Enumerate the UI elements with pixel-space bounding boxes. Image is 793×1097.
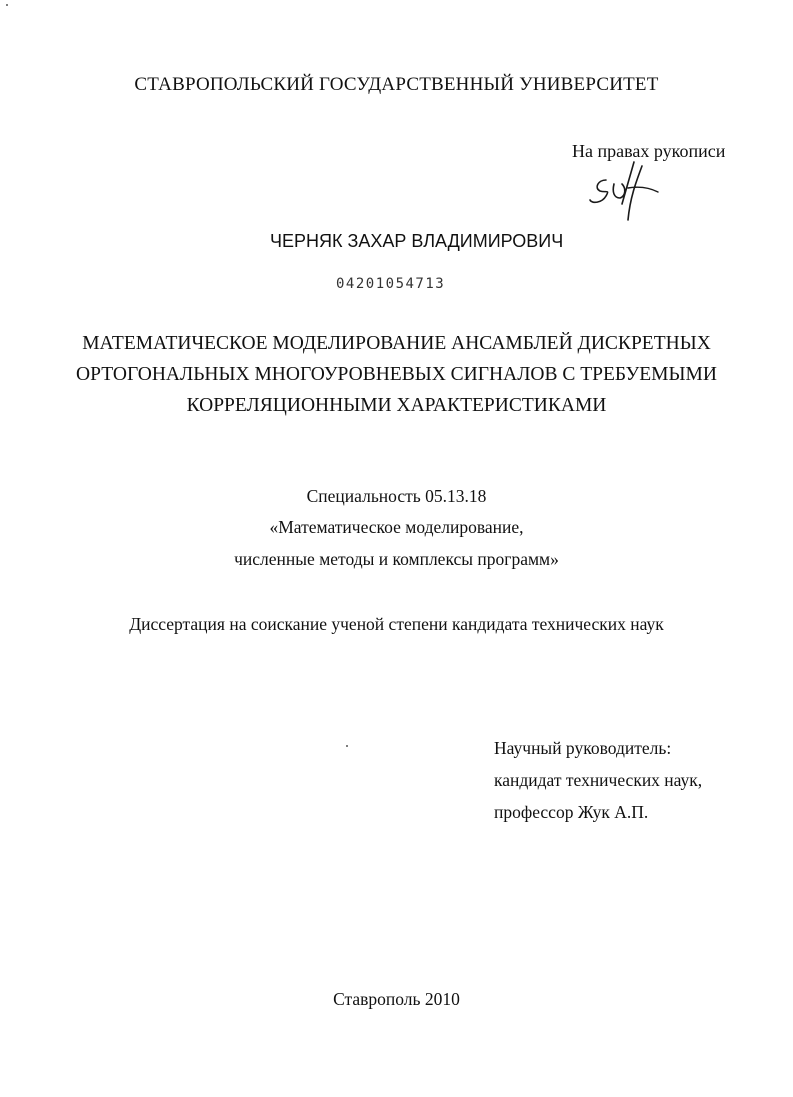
supervisor-label: Научный руководитель: — [494, 738, 672, 758]
supervisor-degree: кандидат технических наук, — [494, 770, 703, 790]
author-name: ЧЕРНЯК ЗАХАР ВЛАДИМИРОВИЧ — [270, 231, 564, 251]
specialty-name-line-1: «Математическое моделирование, — [269, 517, 524, 537]
degree-statement: Диссертация на соискание ученой степени кандидата технических наук — [129, 614, 664, 634]
scan-speck — [346, 745, 348, 747]
scan-speck — [6, 4, 8, 6]
specialty-code: Специальность 05.13.18 — [306, 486, 487, 506]
specialty-name-line-2: численные методы и комплексы программ» — [234, 549, 559, 569]
dissertation-title-line-1: МАТЕМАТИЧЕСКОЕ МОДЕЛИРОВАНИЕ АНСАМБЛЕЙ ДИСКРЕТНЫХ — [82, 333, 711, 354]
registration-number: 04201054713 — [336, 276, 446, 292]
university-name: СТАВРОПОЛЬСКИЙ ГОСУДАРСТВЕННЫЙ УНИВЕРСИТЕТ — [134, 74, 659, 95]
handwritten-signature-icon — [584, 158, 664, 228]
place-and-year: Ставрополь 2010 — [333, 989, 460, 1009]
dissertation-title-line-2: ОРТОГОНАЛЬНЫХ МНОГОУРОВНЕВЫХ СИГНАЛОВ С ТРЕБУЕМЫМИ — [76, 364, 717, 385]
supervisor-name: профессор Жук А.П. — [494, 802, 649, 822]
manuscript-note: На правах рукописи — [572, 141, 726, 161]
dissertation-title-line-3: КОРРЕЛЯЦИОННЫМИ ХАРАКТЕРИСТИКАМИ — [186, 395, 607, 416]
